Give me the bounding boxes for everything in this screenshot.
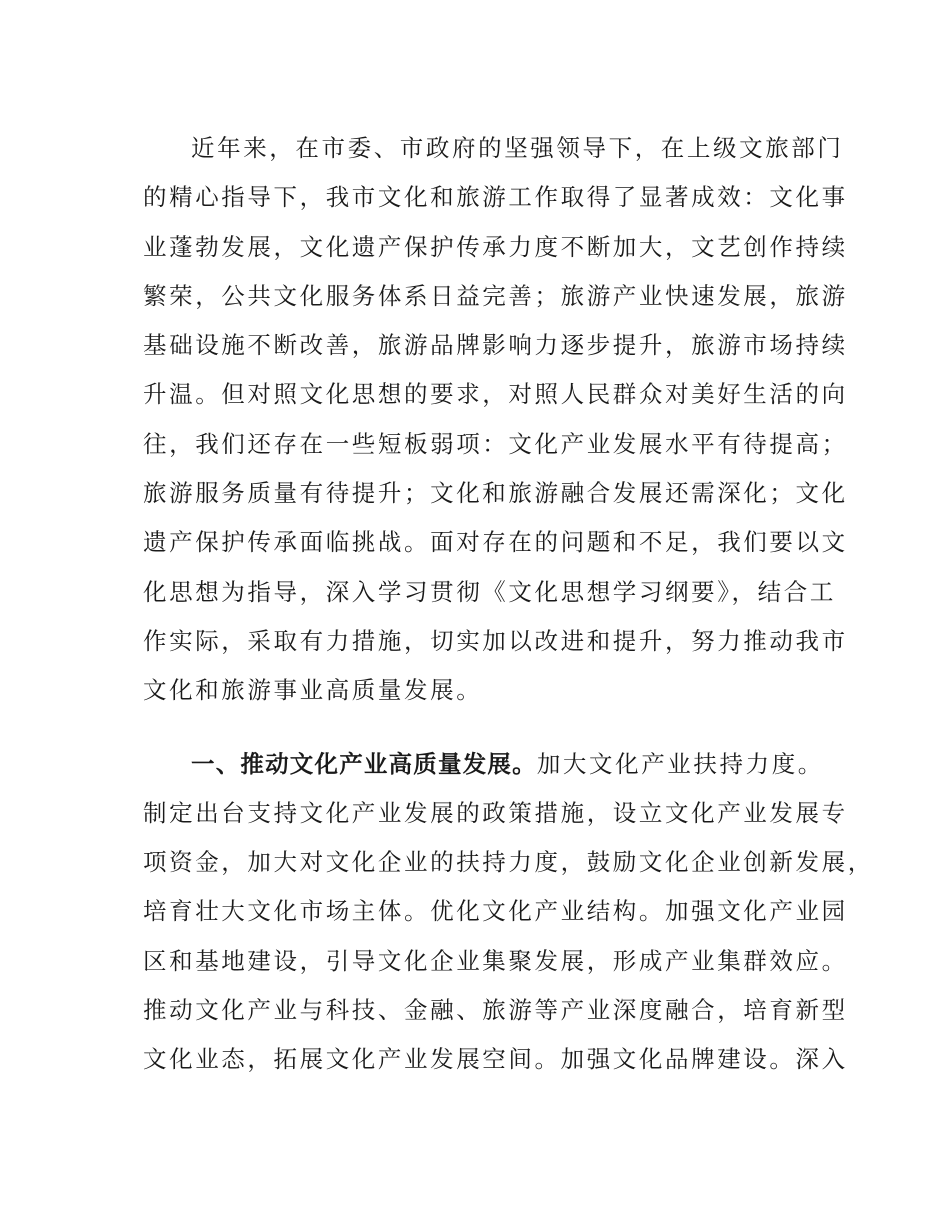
paragraph-line: 往，我们还存在一些短板弱项：文化产业发展水平有待提高； xyxy=(143,429,848,458)
paragraph-line: 推动文化产业与科技、金融、旅游等产业深度融合，培育新型 xyxy=(143,996,848,1025)
section-heading: 一、推动文化产业高质量发展。 xyxy=(191,749,537,778)
paragraph-line: 文化业态，拓展文化产业发展空间。加强文化品牌建设。深入 xyxy=(143,1045,848,1074)
intro-paragraph xyxy=(143,124,848,716)
paragraph-text: 加大文化产业扶持力度。 xyxy=(536,749,824,778)
paragraph-line: 繁荣，公共文化服务体系日益完善；旅游产业快速发展，旅游 xyxy=(143,281,848,310)
paragraph-line: 项资金，加大对文化企业的扶持力度，鼓励文化企业创新发展， xyxy=(143,848,874,877)
paragraph-line: 基础设施不断改善，旅游品牌影响力逐步提升，旅游市场持续 xyxy=(143,331,848,360)
section-one-paragraph xyxy=(143,740,874,1085)
paragraph-line xyxy=(143,740,824,789)
paragraph-line: 制定出台支持文化产业发展的政策措施，设立文化产业发展专 xyxy=(143,798,848,827)
paragraph-line: 旅游服务质量有待提升；文化和旅游融合发展还需深化；文化 xyxy=(143,479,848,508)
document-body xyxy=(143,124,874,1085)
paragraph-line: 业蓬勃发展，文化遗产保护传承力度不断加大，文艺创作持续 xyxy=(143,232,848,261)
paragraph-line: 作实际，采取有力措施，切实加以改进和提升，努力推动我市 xyxy=(143,626,848,655)
paragraph-line: 培育壮大文化市场主体。优化文化产业结构。加强文化产业园 xyxy=(143,897,848,926)
paragraph-line: 化思想为指导，深入学习贯彻《文化思想学习纲要》，结合工 xyxy=(143,577,836,606)
paragraph-line: 升温。但对照文化思想的要求，对照人民群众对美好生活的向 xyxy=(143,380,848,409)
paragraph-line: 的精心指导下，我市文化和旅游工作取得了显著成效：文化事 xyxy=(143,183,848,212)
paragraph-line: 文化和旅游事业高质量发展。 xyxy=(143,676,483,705)
paragraph-line: 近年来，在市委、市政府的坚强领导下，在上级文旅部门 xyxy=(191,134,844,162)
paragraph-line: 遗产保护传承面临挑战。面对存在的问题和不足，我们要以文 xyxy=(143,528,848,557)
paragraph-line: 区和基地建设，引导文化企业集聚发展，形成产业集群效应。 xyxy=(143,946,848,975)
